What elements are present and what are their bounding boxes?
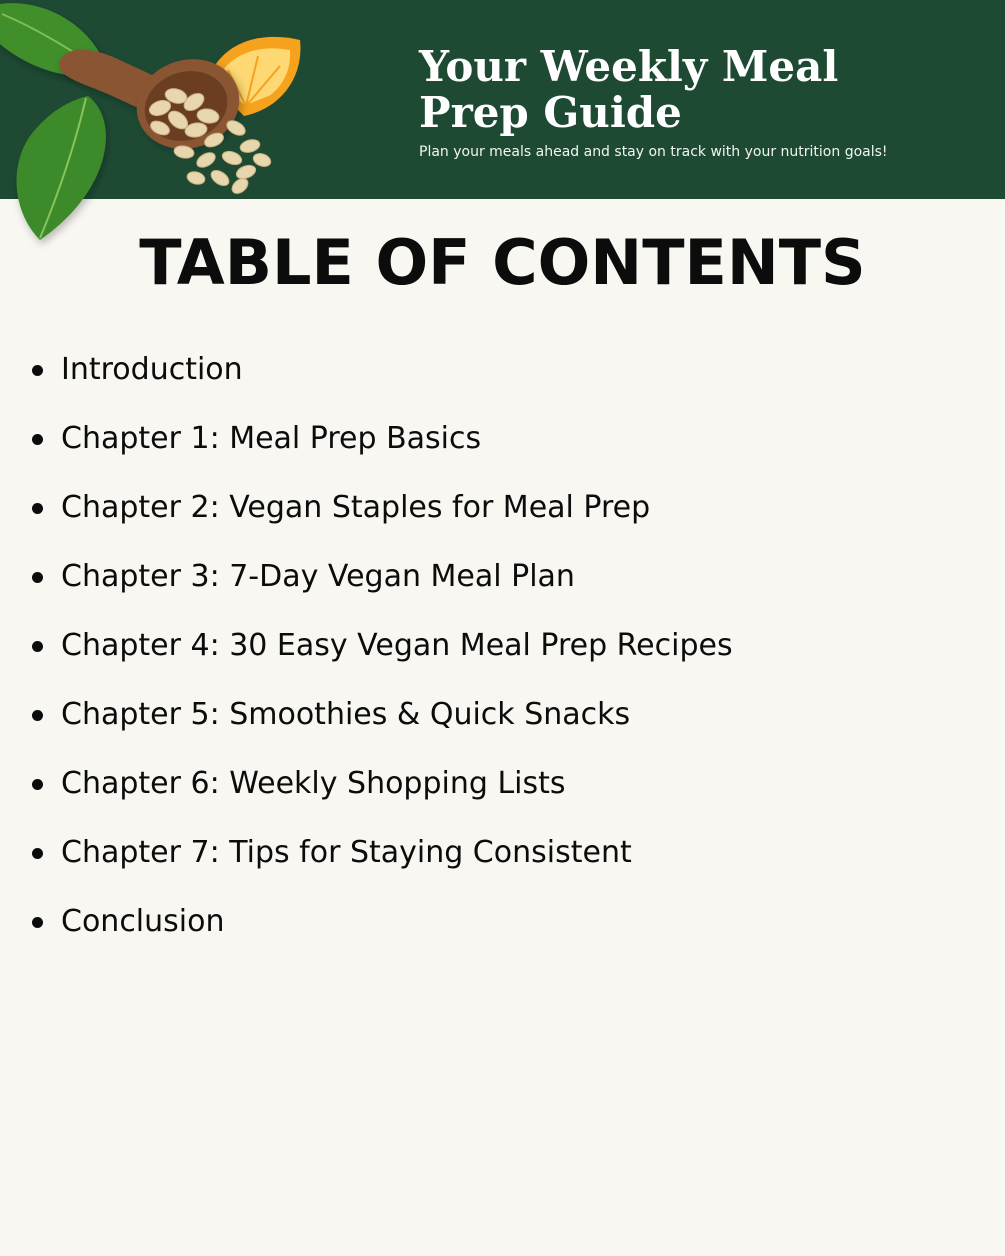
toc-item-chapter-7[interactable] xyxy=(30,827,733,896)
toc-item-label: Chapter 4: 30 Easy Vegan Meal Prep Recipes xyxy=(61,628,733,663)
toc-item-conclusion[interactable] xyxy=(30,896,733,965)
toc-item-label: Chapter 2: Vegan Staples for Meal Prep xyxy=(61,490,651,525)
bullet-icon xyxy=(32,365,43,376)
toc-item-label: Chapter 1: Meal Prep Basics xyxy=(61,421,482,456)
toc-item-chapter-2[interactable] xyxy=(30,482,733,551)
bullet-icon xyxy=(32,917,43,928)
toc-item-label: Chapter 7: Tips for Staying Consistent xyxy=(61,835,632,870)
toc-item-chapter-3[interactable] xyxy=(30,551,733,620)
bullet-icon xyxy=(32,503,43,514)
toc-item-chapter-4[interactable] xyxy=(30,620,733,689)
guide-title xyxy=(419,44,979,136)
toc-item-label: Chapter 3: 7-Day Vegan Meal Plan xyxy=(61,559,575,594)
toc-heading: TABLE OF CONTENTS xyxy=(139,226,866,299)
bullet-icon xyxy=(32,710,43,721)
guide-title-line-2: Prep Guide xyxy=(419,88,682,137)
bullet-icon xyxy=(32,572,43,583)
guide-subtitle: Plan your meals ahead and stay on track with your nutrition goals! xyxy=(419,144,888,160)
toc-item-label: Introduction xyxy=(61,352,243,387)
leaves-orange-oat-scoop-icon xyxy=(0,0,320,260)
bullet-icon xyxy=(32,434,43,445)
bullet-icon xyxy=(32,848,43,859)
guide-title-line-1: Your Weekly Meal xyxy=(419,42,839,91)
toc-item-introduction[interactable] xyxy=(30,344,733,413)
toc-item-label: Chapter 6: Weekly Shopping Lists xyxy=(61,766,566,801)
bullet-icon xyxy=(32,779,43,790)
toc-item-chapter-5[interactable] xyxy=(30,689,733,758)
toc-item-chapter-1[interactable] xyxy=(30,413,733,482)
bullet-icon xyxy=(32,641,43,652)
toc-item-label: Conclusion xyxy=(61,904,225,939)
toc-item-label: Chapter 5: Smoothies & Quick Snacks xyxy=(61,697,631,732)
toc-item-chapter-6[interactable] xyxy=(30,758,733,827)
toc-list xyxy=(30,344,733,965)
